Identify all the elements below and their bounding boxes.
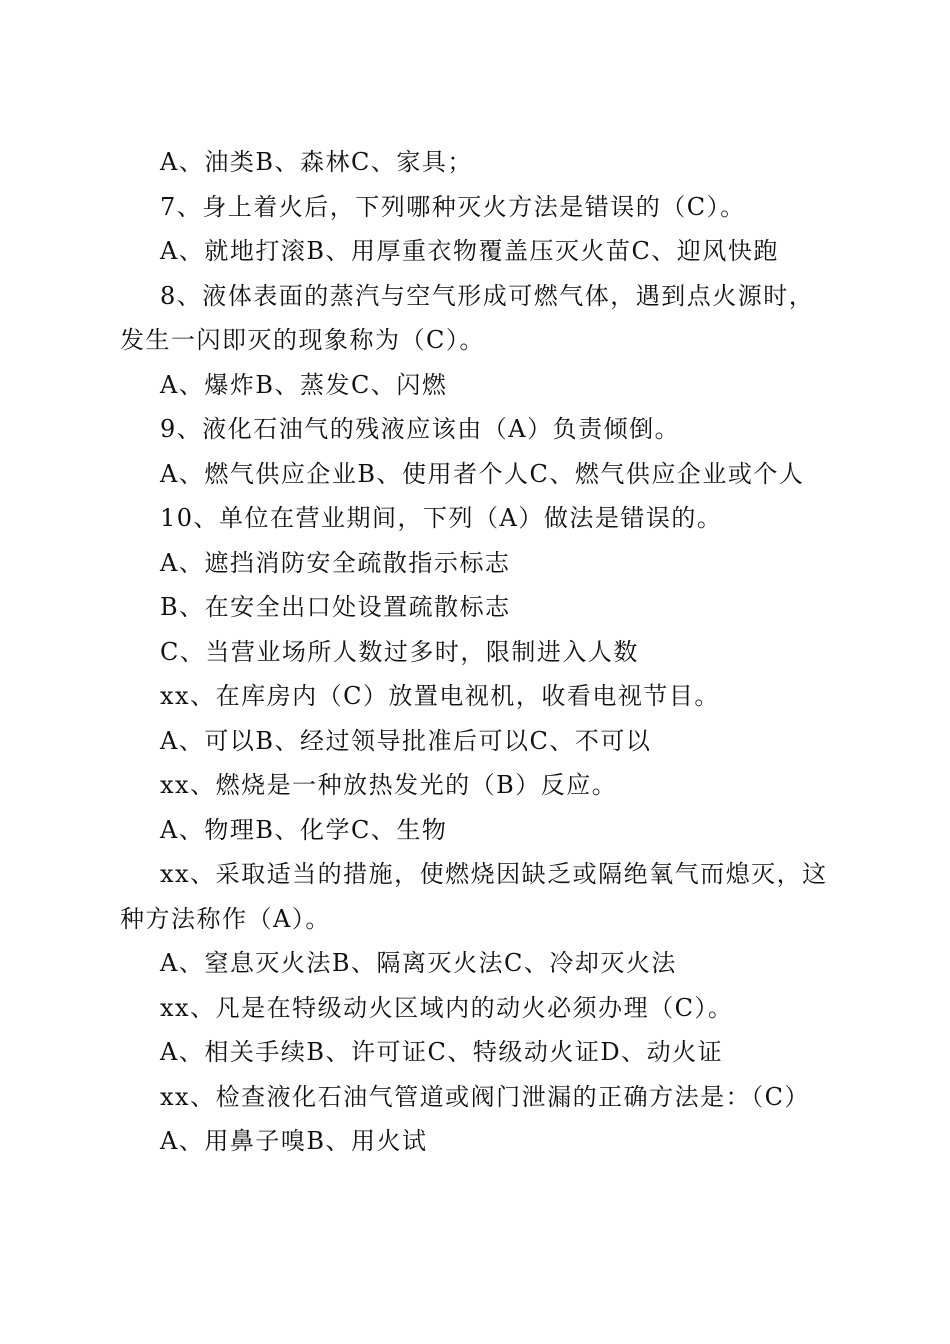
- question-15: xx、检查液化石油气管道或阀门泄漏的正确方法是：（C）: [160, 1082, 810, 1111]
- answer-option-q10-c: C、当营业场所人数过多时，限制进入人数: [160, 637, 639, 666]
- question-12: xx、燃烧是一种放热发光的（B）反应。: [160, 771, 618, 799]
- answer-option-q10-a: A、遮挡消防安全疏散指示标志: [160, 548, 511, 577]
- answer-option-q10-b: B、在安全出口处设置疏散标志: [160, 593, 511, 621]
- answer-options-q6: A、油类B、森林C、家具；: [160, 148, 473, 176]
- question-11: xx、在库房内（C）放置电视机，收看电视节目。: [160, 682, 720, 710]
- question-9: 9、液化石油气的残液应该由（A）负责倾倒。: [160, 415, 681, 443]
- question-8: 8、液体表面的蒸汽与空气形成可燃气体，遇到点火源时，发生一闪即灭的现象称为（C）。: [120, 281, 815, 354]
- answer-options-q9: A、燃气供应企业B、使用者个人C、燃气供应企业或个人: [160, 459, 805, 488]
- answer-options-q8: A、爆炸B、蒸发C、闪燃: [160, 370, 448, 399]
- answer-options-q11: A、可以B、经过领导批准后可以C、不可以: [160, 726, 652, 755]
- answer-options-q13: A、窒息灭火法B、隔离灭火法C、冷却灭火法: [160, 949, 677, 977]
- document-body: [120, 140, 830, 1164]
- question-10: 10、单位在营业期间，下列（A）做法是错误的。: [160, 504, 723, 532]
- question-7: 7、身上着火后，下列哪种灭火方法是错误的（C）。: [160, 192, 746, 221]
- answer-options-q14: A、相关手续B、许可证C、特级动火证D、动火证: [160, 1038, 724, 1066]
- answer-options-q7: A、就地打滚B、用厚重衣物覆盖压灭火苗C、迎风快跑: [160, 237, 779, 265]
- question-13: xx、采取适当的措施，使燃烧因缺乏或隔绝氧气而熄灭，这种方法称作（A）。: [120, 860, 828, 933]
- question-14: xx、凡是在特级动火区域内的动火必须办理（C）。: [160, 993, 734, 1022]
- answer-options-q12: A、物理B、化学C、生物: [160, 815, 448, 844]
- answer-options-q15: A、用鼻子嗅B、用火试: [160, 1127, 428, 1155]
